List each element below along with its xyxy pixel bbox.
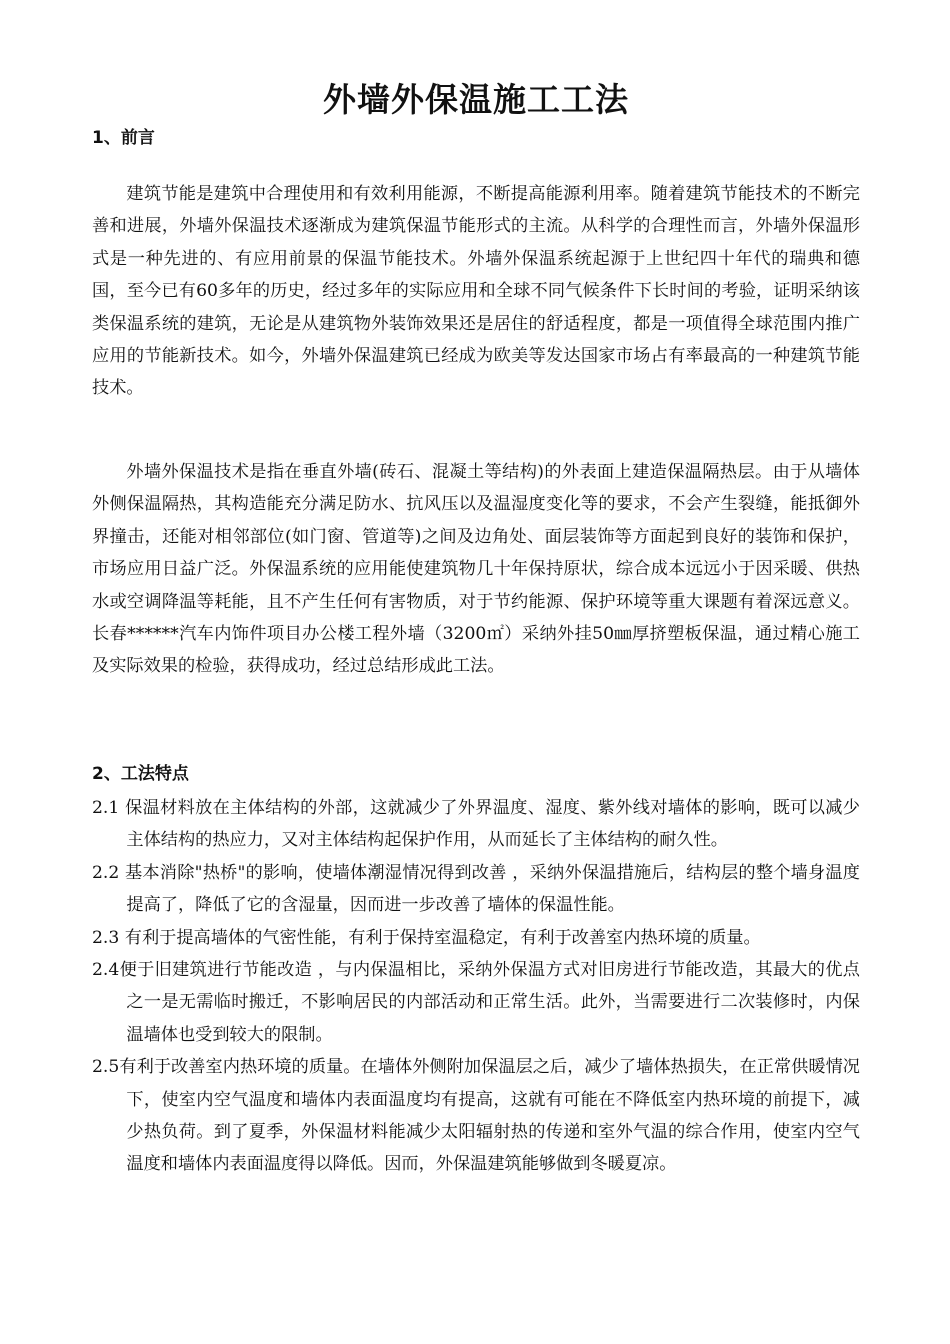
features-list: [92, 792, 860, 1181]
section-heading-features: 2、工法特点: [92, 764, 189, 784]
feature-item-2-3: 2.3 有利于提高墙体的气密性能，有利于保持室温稳定，有利于改善室内热环境的质量。: [92, 927, 761, 948]
feature-item-2-4: 2.4便于旧建筑进行节能改造 ，与内保温相比，采纳外保温方式对旧房进行节能改造，其最大的优点之一是无需临时搬迁，不影响居民的内部活动和正常生活。此外，当需要进行二次装修时，内保温墙体也受到较大的限制。: [92, 960, 860, 1045]
document-title: 外墙外保温施工工法: [323, 80, 629, 119]
preface-paragraph-2: 外墙外保温技术是指在垂直外墙(砖石、混凝土等结构)的外表面上建造保温隔热层。由于从墙体外侧保温隔热，其构造能充分满足防水、抗风压以及温湿度变化等的要求，不会产生裂缝，能抵御外界撞击，还能对相邻部位(如门窗、管道等)之间及边角处、面层装饰等方面起到良好的装饰和保护，市场应用日益广泛。外保温系统的应用能使建筑物几十年保持原状，综合成本远远小于因采暖、供热水或空调降温等耗能，且不产生任何有害物质，对于节约能源、保护环境等重大课题有着深远意义。长春******汽车内饰件项目办公楼工程外墙（3200㎡）采纳外挂50㎜厚挤塑板保温，通过精心施工及实际效果的检验，获得成功，经过总结形成此工法。: [92, 462, 860, 677]
feature-item-2-5: 2.5有利于改善室内热环境的质量。在墙体外侧附加保温层之后，减少了墙体热损失，在正常供暖情况下，使室内空气温度和墙体内表面温度均有提高，这就有可能在不降低室内热环境的前提下，减少热负荷。到了夏季，外保温材料能减少太阳辐射热的传递和室外气温的综合作用，使室内空气温度和墙体内表面温度得以降低。因而，外保温建筑能够做到冬暖夏凉。: [92, 1057, 860, 1175]
preface-paragraph-1: 建筑节能是建筑中合理使用和有效利用能源，不断提高能源利用率。随着建筑节能技术的不断完善和进展，外墙外保温技术逐渐成为建筑保温节能形式的主流。从科学的合理性而言，外墙外保温形式是一种先进的、有应用前景的保温节能技术。外墙外保温系统起源于上世纪四十年代的瑞典和德国，至今已有60多年的历史，经过多年的实际应用和全球不同气候条件下长时间的考验，证明采纳该类保温系统的建筑，无论是从建筑物外装饰效果还是居住的舒适程度，都是一项值得全球范围内推广应用的节能新技术。如今，外墙外保温建筑已经成为欧美等发达国家市场占有率最高的一种建筑节能技术。: [92, 184, 860, 399]
section-heading-preface: 1、前言: [92, 128, 155, 148]
feature-item-2-2: 2.2 基本消除"热桥"的影响，使墙体潮湿情况得到改善 ，采纳外保温措施后，结构层的整个墙身温度提高了，降低了它的含湿量，因而进一步改善了墙体的保温性能。: [92, 862, 860, 916]
feature-item-2-1: 2.1 保温材料放在主体结构的外部，这就减少了外界温度、湿度、紫外线对墙体的影响，既可以减少主体结构的热应力，又对主体结构起保护作用，从而延长了主体结构的耐久性。: [92, 798, 860, 851]
